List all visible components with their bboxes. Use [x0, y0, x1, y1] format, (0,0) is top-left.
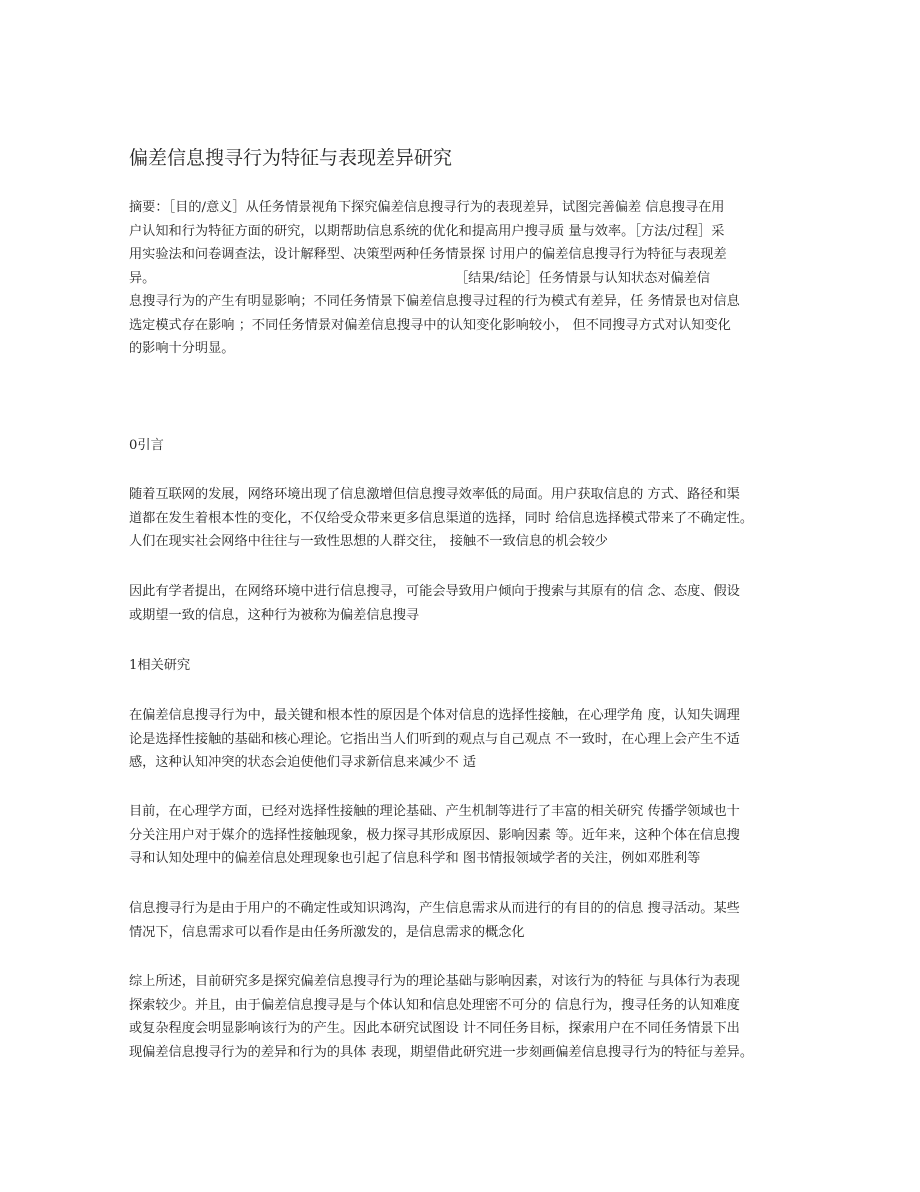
paragraph-line: 探索较少。并且，由于偏差信息搜寻是与个体认知和信息处理密不可分的 信息行为，搜寻任务的认知难度	[129, 997, 740, 1013]
paragraph-line: 情况下，信息需求可以看作是由任务所激发的，是信息需求的概念化	[129, 924, 525, 940]
abstract-line: 用实验法和问卷调查法，设计解释型、决策型两种任务情景探 讨用户的偏差信息搜寻行为特征与表现差	[129, 247, 727, 262]
abstract-split-line	[129, 267, 809, 291]
paragraph-line: 综上所述，目前研究多是探究偏差信息搜寻行为的理论基础与影响因素，对该行为的特征 与具体行为表现	[129, 974, 740, 989]
paragraph	[129, 800, 809, 871]
paragraph	[129, 897, 809, 944]
paragraph-line: 道都在发生着根本性的变化，不仅给受众带来更多信息渠道的选择，同时 给信息选择模式带来了不确定性。	[129, 510, 754, 526]
section-heading-related-work: 1相关研究	[129, 658, 191, 673]
paragraph-line: 或复杂程度会明显影响该行为的产生。因此本研究试图设 计不同任务目标，探索用户在不同任务情景下出	[129, 1021, 740, 1036]
section-heading-introduction: 0引言	[129, 438, 164, 453]
paragraph	[129, 704, 809, 775]
paragraph-line: 人们在现实社会网络中往往与一致性思想的人群交往， 接触不一致信息的机会较少	[129, 534, 608, 549]
abstract-line: 选定模式存在影响 ；不同任务情景对偏差信息搜寻中的认知变化影响较小， 但不同搜寻方式对认知变化	[129, 317, 731, 333]
paragraph	[129, 580, 809, 627]
abstract-line: 息搜寻行为的产生有明显影响；不同任务情景下偏差信息搜寻过程的行为模式有差异，任 务情景也对信息	[129, 294, 740, 309]
abstract-line: 摘要：［目的/意义］从任务情景视角下探究偏差信息搜寻行为的表现差异，试图完善偏差 信息搜寻在用	[129, 200, 725, 215]
abstract-split-right: ［结果/结论］任务情景与认知状态对偏差信	[455, 270, 711, 286]
abstract-line: 户认知和行为特征方面的研究，以期帮助信息系统的优化和提高用户搜寻质 量与效率。［方法/过程］采	[129, 223, 725, 239]
abstract	[129, 196, 809, 361]
paragraph-line: 感，这种认知冲突的状态会迫使他们寻求新信息来减少不 适	[129, 755, 477, 770]
abstract-line: 的影响十分明显。	[129, 341, 235, 356]
paragraph-line: 随着互联网的发展，网络环境出现了信息激增但信息搜寻效率低的局面。用户获取信息的 方式、路径和渠	[129, 487, 740, 502]
paragraph-line: 论是选择性接触的基础和核心理论。它指出当人们听到的观点与自己观点 不一致时，在心理上会产生不适	[129, 731, 740, 747]
paragraph-line: 信息搜寻行为是由于用户的不确定性或知识鸿沟，产生信息需求从而进行的有目的的信息 搜寻活动。某些	[129, 901, 740, 916]
paragraph-line: 或期望一致的信息，这种行为被称为偏差信息搜寻	[129, 607, 420, 623]
paragraph-line: 分关注用户对于媒介的选择性接触现象，极力探寻其形成原因、影响因素 等。近年来，这种个体在信息搜	[129, 827, 740, 843]
paragraph	[129, 970, 809, 1064]
paper-title: 偏差信息搜寻行为特征与表现差异研究	[129, 147, 453, 169]
paragraph	[129, 483, 809, 554]
paragraph-line: 目前，在心理学方面，已经对选择性接触的理论基础、产生机制等进行了丰富的相关研究 传播学领域也十	[129, 804, 740, 819]
abstract-split-left: 异。	[129, 270, 156, 286]
paragraph-line: 寻和认知处理中的偏差信息处理现象也引起了信息科学和 图书情报领域学者的关注，例如邓胜利等	[129, 851, 701, 866]
paragraph-line: 在偏差信息搜寻行为中，最关键和根本性的原因是个体对信息的选择性接触，在心理学角 度，认知失调理	[129, 708, 740, 723]
paragraph-line: 因此有学者提出，在网络环境中进行信息搜寻，可能会导致用户倾向于搜索与其原有的信 念、态度、假设	[129, 584, 740, 599]
paragraph-line: 现偏差信息搜寻行为的差异和行为的具体 表现，期望借此研究进一步刻画偏差信息搜寻行为的特征与差异。	[129, 1044, 754, 1060]
